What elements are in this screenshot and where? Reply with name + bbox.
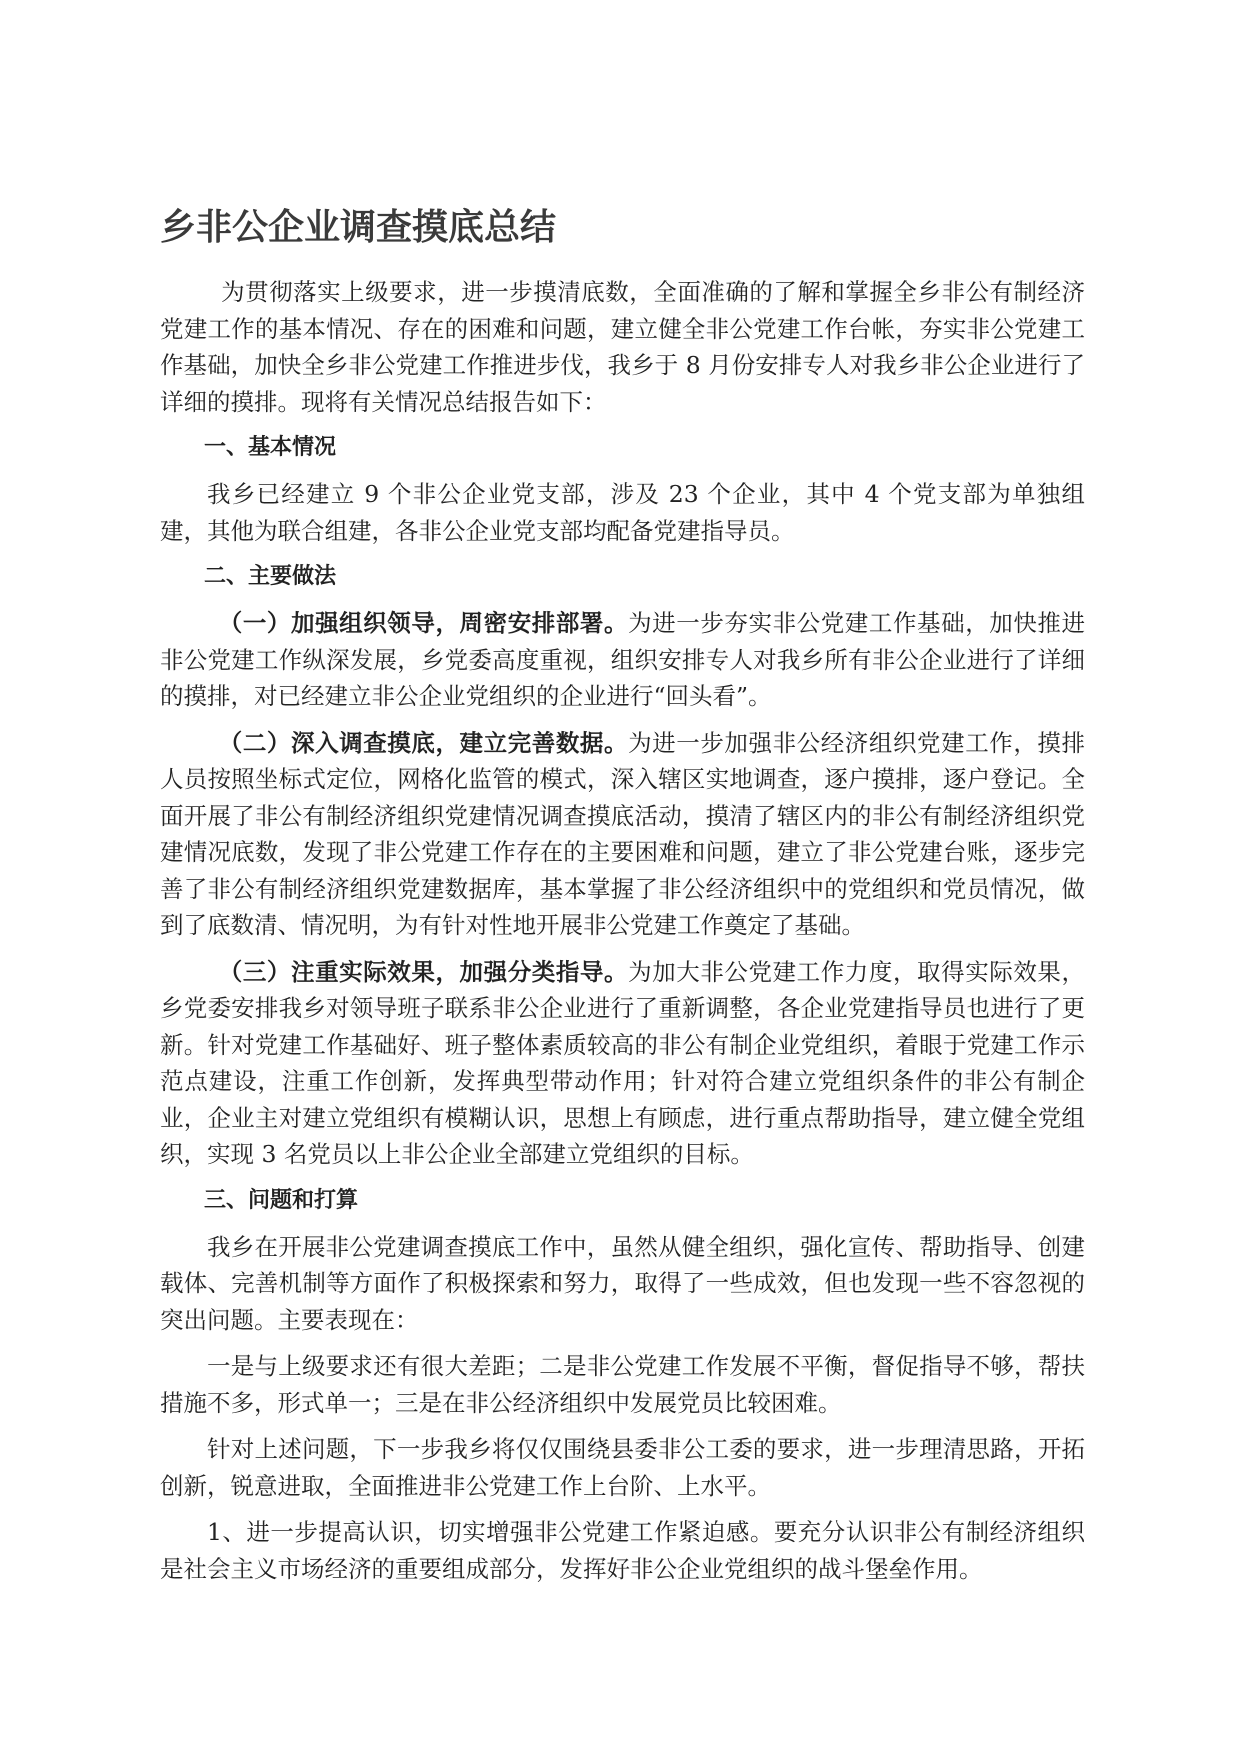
section-heading-basic-situation: 一、基本情况 bbox=[204, 435, 337, 460]
practice-item-3-lead: （三）注重实际效果，加强分类指导。 bbox=[218, 957, 629, 986]
practice-item-3-body: 为加大非公党建工作力度，取得实际效果，乡党委安排我乡对领导班子联系非公企业进行了重新调整，各企业党建指导员也进行了更新。针对党建工作基础好、班子整体素质较高的非公有制企业党组织，着眼于党建工作示范点建设，注重工作创新，发挥典型带动作用；针对符合建立党组织条件的非公有制企业，企业主对建立党组织有模糊认识，思想上有顾虑，进行重点帮助指导，建立健全党组织，实现 3 名党员以上非公企业全部建立党组织的目标。 bbox=[160, 957, 1086, 1168]
practice-item-2-body: 为进一步加强非公经济组织党建工作，摸排人员按照坐标式定位，网格化监管的模式，深入辖区实地调查，逐户摸排，逐户登记。全面开展了非公有制经济组织党建情况调查摸底活动，摸清了辖区内的非公有制经济组织党建情况底数，发现了非公党建工作存在的主要困难和问题，建立了非公党建台账，逐步完善了非公有制经济组织党建数据库，基本掌握了非公经济组织中的党组织和党员情况，做到了底数清、情况明，为有针对性地开展非公党建工作奠定了基础。 bbox=[160, 728, 1086, 939]
document-title: 乡非公企业调查摸底总结 bbox=[160, 207, 557, 248]
section3-paragraph-2: 一是与上级要求还有很大差距；二是非公党建工作发展不平衡，督促指导不够，帮扶措施不多，形式单一；三是在非公经济组织中发展党员比较困难。 bbox=[160, 1352, 1085, 1417]
practice-item-1 bbox=[160, 605, 1085, 715]
practice-item-1-lead: （一）加强组织领导，周密安排部署。 bbox=[218, 609, 629, 637]
section3-paragraph-4: 1、进一步提高认识，切实增强非公党建工作紧迫感。要充分认识非公有制经济组织是社会主义市场经济的重要组成部分，发挥好非公企业党组织的战斗堡垒作用。 bbox=[160, 1518, 1085, 1583]
practice-item-2 bbox=[160, 725, 1085, 944]
practice-item-3 bbox=[160, 954, 1085, 1173]
section-heading-problems-plans: 三、问题和打算 bbox=[204, 1187, 359, 1213]
section1-paragraph: 我乡已经建立 9 个非公企业党支部，涉及 23 个企业，其中 4 个党支部为单独组建，其他为联合组建，各非公企业党支部均配备党建指导员。 bbox=[160, 480, 1085, 545]
practice-item-2-lead: （二）深入调查摸底，建立完善数据。 bbox=[218, 728, 629, 757]
intro-paragraph: 为贯彻落实上级要求，进一步摸清底数，全面准确的了解和掌握全乡非公有制经济党建工作的基本情况、存在的困难和问题，建立健全非公党建工作台帐，夯实非公党建工作基础，加快全乡非公党建工作推进步伐，我乡于 8 月份安排专人对我乡非公企业进行了详细的摸排。现将有关情况总结报告如下： bbox=[160, 278, 1085, 416]
section3-paragraph-1: 我乡在开展非公党建调查摸底工作中，虽然从健全组织，强化宣传、帮助指导、创建载体、完善机制等方面作了积极探索和努力，取得了一些成效，但也发现一些不容忽视的突出问题。主要表现在： bbox=[160, 1232, 1085, 1334]
document-page bbox=[160, 200, 1085, 1597]
section-heading-main-practices: 二、主要做法 bbox=[204, 564, 337, 589]
section3-paragraph-3: 针对上述问题，下一步我乡将仅仅围绕县委非公工委的要求，进一步理清思路，开拓创新，锐意进取，全面推进非公党建工作上台阶、上水平。 bbox=[160, 1435, 1085, 1500]
practice-item-1-body: 为进一步夯实非公党建工作基础，加快推进非公党建工作纵深发展，乡党委高度重视，组织安排专人对我乡所有非公企业进行了详细的摸排，对已经建立非公企业党组织的企业进行“回头看”。 bbox=[160, 609, 1086, 710]
